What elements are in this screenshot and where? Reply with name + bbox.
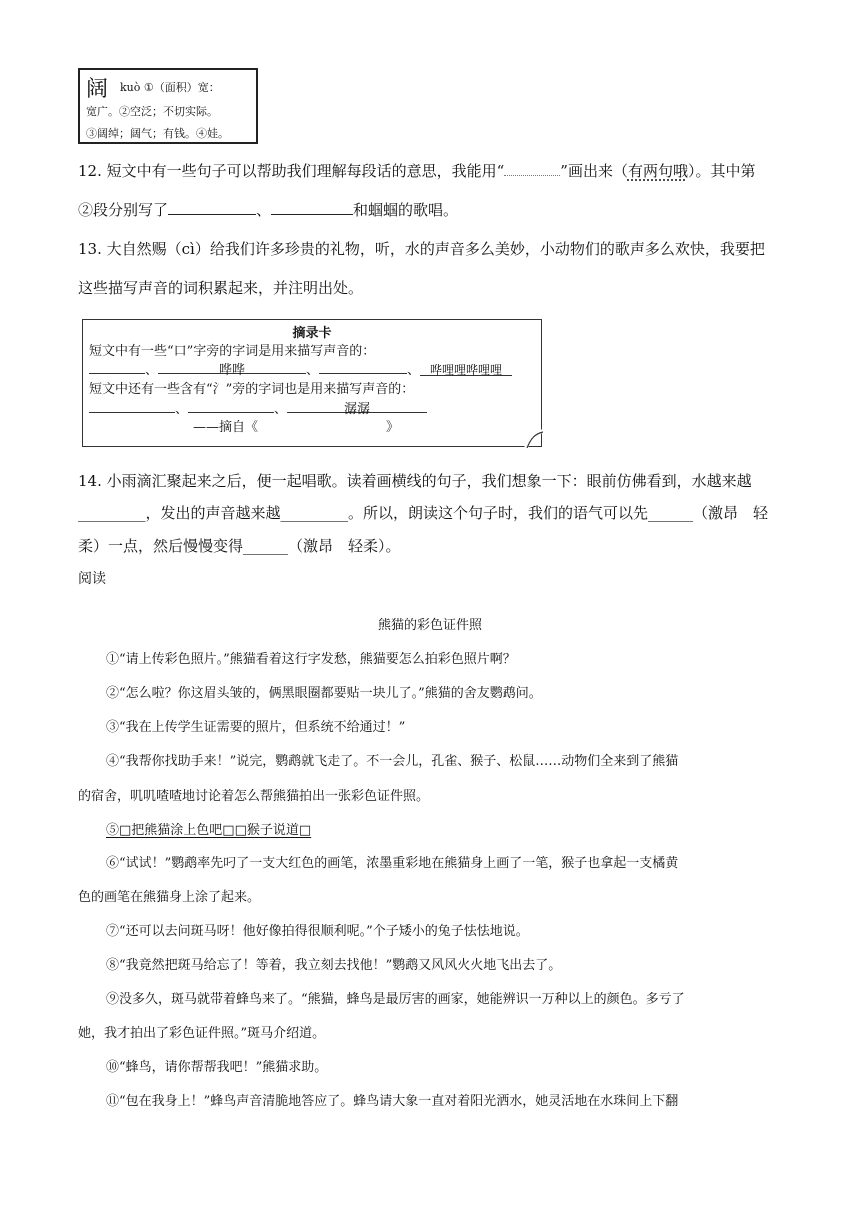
excerpt-card-row-2: 、 哗哗 、 、 哗哩哩哗哩哩 <box>89 359 512 378</box>
question-14-line-1: 14. 小雨滴汇聚起来之后，便一起唱歌。读着画横线的句子，我们想象一下：眼前仿佛看到，水越来越 <box>78 472 752 490</box>
story-paragraph-7: ⑦“还可以去问斑马呀！他好像拍得很顺利呢。”个子矮小的兔子怯怯地说。 <box>106 924 529 939</box>
question-13-line-1: 13. 大自然赐（cì）给我们许多珍贵的礼物，听，水的声音多么美妙，小动物们的歌声多么欢快，我要把 <box>78 240 765 258</box>
excerpt-card-row-4: 、 、 潺潺 <box>89 398 427 417</box>
answer-blank[interactable] <box>271 200 353 215</box>
story-paragraph-11: ⑪“包在我身上！”蜂鸟声音清脆地答应了。蜂鸟请大象一直对着阳光洒水，她灵活地在水珠间上下翻 <box>106 1094 679 1109</box>
story-paragraph-8: ⑧“我竟然把斑马给忘了！等着，我立刻去找他！”鹦鹉又风风火火地飞出去了。 <box>106 958 562 973</box>
answer-blank[interactable] <box>89 359 145 374</box>
story-paragraph-6b: 色的画笔在熊猫身上涂了起来。 <box>78 890 261 905</box>
page-curl-icon <box>523 428 543 448</box>
dictionary-character: 阔 <box>86 77 109 102</box>
question-14-line-3: 柔）一点，然后慢慢变得______（激昂 轻柔）。 <box>78 537 401 555</box>
answer-blank[interactable] <box>89 398 175 413</box>
story-paragraph-2: ②“怎么啦？你这眉头皱的，俩黑眼圈都要贴一块儿了。”熊猫的舍友鹦鹉问。 <box>106 686 542 701</box>
card-word-3: 潺潺 <box>287 398 427 413</box>
story-paragraph-5: ⑤□把熊猫涂上色吧□□猴子说道□ <box>106 823 312 838</box>
question-12-line-2: ②段分别写了 、 和蝈蝈的歌唱。 <box>78 201 459 219</box>
excerpt-card-title: 摘录卡 <box>292 326 332 341</box>
story-paragraph-9b: 她，我才拍出了彩色证件照。”斑马介绍道。 <box>78 1026 326 1041</box>
story-title: 熊猫的彩色证件照 <box>377 618 482 633</box>
story-paragraph-6a: ⑥“试试！”鹦鹉率先叼了一支大红色的画笔，浓墨重彩地在熊猫身上画了一笔，猴子也拿起一支橘黄 <box>106 856 679 871</box>
question-14-line-2: _________，发出的声音越来越_________。所以，朗读这个句子时，我们的语气可以先______（激昂 轻 <box>78 504 769 522</box>
story-paragraph-4a: ④“我帮你找助手来！”说完，鹦鹉就飞走了。不一会儿，孔雀、猴子、松鼠……动物们全来到了熊猫 <box>106 754 679 769</box>
excerpt-card <box>82 319 542 447</box>
story-paragraph-9a: ⑨没多久，斑马就带着蜂鸟来了。“熊猫，蜂鸟是最厉害的画家，她能辨识一万种以上的颜色。多亏了 <box>106 992 685 1007</box>
excerpt-card-row-3: 短文中还有一些含有“氵”旁的字词也是用来描写声音的： <box>89 382 415 397</box>
story-paragraph-1: ①“请上传彩色照片。”熊猫看着这行字发愁，熊猫要怎么拍彩色照片啊？ <box>106 652 516 667</box>
answer-blank[interactable] <box>188 398 274 413</box>
story-paragraph-3: ③“我在上传学生证需要的照片，但系统不给通过！” <box>106 720 406 735</box>
question-12-line-1: 12. 短文中有一些句子可以帮助我们理解每段话的意思，我能用“ ”画出来（有两句哦）。其中第 <box>78 162 756 180</box>
dotted-emphasis: 有两句哦 <box>627 162 688 180</box>
question-13-line-2: 这些描写声音的词积累起来，并注明出处。 <box>78 279 364 297</box>
dictionary-line-1: kuò ①（面积）宽： <box>120 81 220 94</box>
card-word-2: 哗哩哩哗哩哩 <box>420 361 512 376</box>
wavy-line-blank <box>504 161 560 176</box>
story-paragraph-10: ⑩“蜂鸟，请你帮帮我吧！”熊猫求助。 <box>106 1060 328 1075</box>
dictionary-line-2: 宽广。②空泛；不切实际。 <box>86 105 218 118</box>
excerpt-card-source: ——摘自《 》 <box>193 420 400 435</box>
story-paragraph-4b: 的宿舍，叽叽喳喳地讨论着怎么帮熊猫拍出一张彩色证件照。 <box>78 789 430 804</box>
dictionary-line-3: ③阔绰；阔气；有钱。④娃。 <box>86 127 229 140</box>
card-word-1: 哗哗 <box>158 359 306 374</box>
dictionary-entry-box <box>78 68 258 144</box>
section-label: 阅读 <box>78 571 106 587</box>
answer-blank[interactable] <box>168 200 256 215</box>
excerpt-card-row-1: 短文中有一些“口”字旁的字词是用来描写声音的： <box>89 344 376 359</box>
answer-blank[interactable] <box>319 359 407 374</box>
